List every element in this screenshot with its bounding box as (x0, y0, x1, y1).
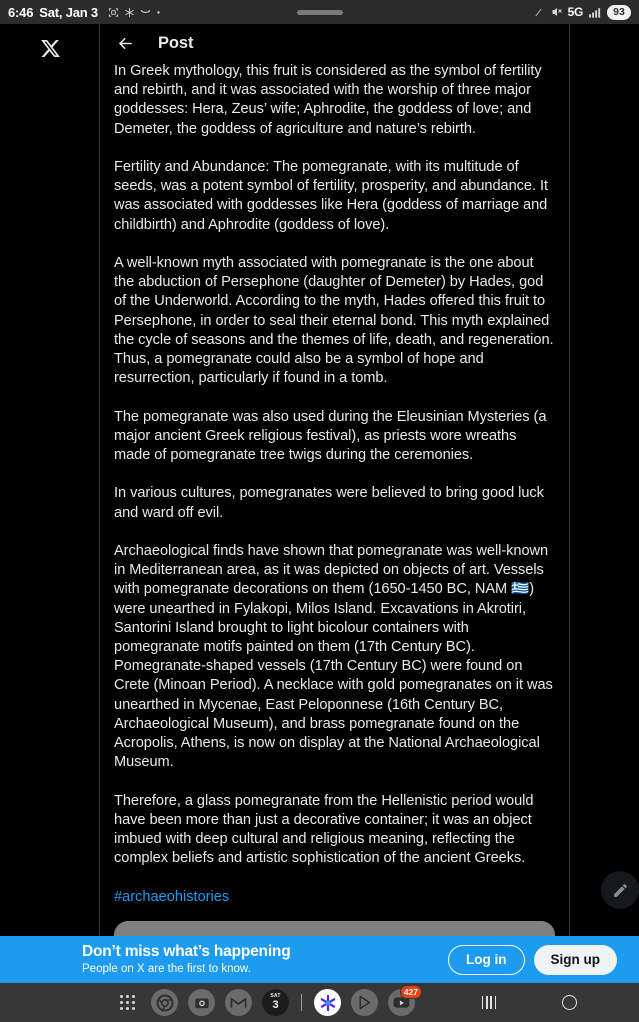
camera-glyph (193, 994, 211, 1012)
page-title: Post (158, 33, 194, 52)
calendar-weekday: SAT (270, 993, 281, 999)
compose-post-button[interactable] (601, 871, 639, 909)
status-bar (0, 0, 639, 24)
grid-dots-glyph (120, 995, 135, 1010)
gmail-m-glyph (230, 994, 247, 1011)
network-type-label: 5G (567, 5, 583, 19)
mute-icon (550, 6, 562, 18)
post-paragraph: Archaeological finds have shown that pomegranate was well-known in Mediterranean area, as it was depicted on objects of art. Vessels with pomegranate decorations on them (1650-1450 BC, NAM 🇬🇷) were unearthed in Fylakopi, Milos Island. Excavations in Akrotiri, Santorini Island brought to light bicolour containers with pomegranate motifs painted on them (17th Century BC). Pomegranate-shaped vessels (17th Century BC) were found on Crete (Minoan Period). A necklace with gold pomegranates on it was unearthed in Mycenae, East Peloponnese (16th Century BC, Archaeological Museum), and brass pomegranate found on the Acropolis, Athens, is now on display at the National Archaeological Museum. (114, 543, 553, 771)
app-drawer-icon[interactable] (114, 989, 141, 1016)
recents-button[interactable] (477, 991, 501, 1015)
crescent-icon (140, 8, 151, 16)
left-nav-rail (0, 24, 100, 1022)
signup-banner (0, 936, 639, 983)
post-text-body (100, 62, 569, 1021)
system-nav-keys (477, 991, 639, 1015)
calendar-icon[interactable] (262, 989, 289, 1016)
hashtag-link[interactable]: #archaeohistories (114, 888, 230, 905)
banner-text-group (82, 942, 448, 977)
x-logo-icon (40, 38, 61, 59)
back-arrow-icon (116, 34, 135, 53)
status-bar-left (8, 5, 161, 20)
banner-subtitle: People on X are the first to know. (82, 963, 251, 975)
camera-icon[interactable] (188, 989, 215, 1016)
android-navigation-bar (0, 983, 639, 1022)
dock-divider (301, 994, 302, 1011)
home-button[interactable] (557, 991, 581, 1015)
x-logo-button[interactable] (0, 30, 100, 66)
banner-actions (448, 945, 617, 975)
app-dock (114, 987, 418, 1016)
status-notification-icons (108, 7, 161, 18)
banner-title: Don’t miss what’s happening (82, 943, 291, 960)
status-bar-right (533, 5, 631, 20)
post-paragraph: Fertility and Abundance: The pomegranate, with its multitude of seeds, was a potent symbol of fertility, prosperity, and abundance. It was associated with goddesses like Hera (goddess of marriage and childbirth) and Aphrodite (goddess of love). (114, 159, 549, 233)
sparkle-app-icon[interactable] (314, 989, 341, 1016)
camera-punch-hole (297, 10, 343, 15)
screenshot-icon (108, 7, 119, 18)
calendar-day-number: 3 (272, 998, 279, 1011)
status-time: 6:46 (8, 4, 34, 20)
post-paragraph: A well-known myth associated with pomegranate is the one about the abduction of Persephone (daughter of Demeter) by Hades, god of the Underworld. According to the myth, Hades offered this fruit to Persephone, in order to seal their eternal bond. This myth explained the cycle of seasons and the themes of life, death, and regeneration. Thus, a pomegranate could also be a symbol of hope and resurrection, particularly if found in a tomb. (114, 255, 554, 387)
chrome-icon[interactable] (151, 989, 178, 1016)
gmail-icon[interactable] (225, 989, 252, 1016)
post-header-bar (100, 24, 569, 62)
play-triangle-glyph (356, 994, 373, 1011)
post-paragraph: Therefore, a glass pomegranate from the Hellenistic period would have been more than just a decorative container; it was an object imbued with deep cultural and religious meaning, reflecting the complex beliefs and artistic sophistication of the ancient Greeks. (114, 792, 534, 867)
chrome-glyph (156, 994, 174, 1012)
youtube-icon[interactable] (388, 987, 418, 1016)
sign-up-button[interactable]: Sign up (534, 945, 618, 975)
main-content-column (100, 24, 570, 1022)
play-store-icon[interactable] (351, 989, 378, 1016)
pencil-icon (612, 882, 629, 899)
post-paragraph: In various cultures, pomegranates were believed to bring good luck and ward off evil. (114, 485, 544, 521)
sparkle-glyph (319, 994, 337, 1012)
post-paragraph: The pomegranate was also used during the Eleusinian Mysteries (a major ancient Greek religious festival), as priests wore wreaths made of pomegranate tree twigs during the ceremonies. (114, 408, 547, 464)
snowflake-icon (124, 7, 135, 18)
slash-icon (533, 7, 544, 18)
battery-percentage: 93 (607, 5, 631, 20)
recents-icon (482, 996, 497, 1009)
signal-bars-icon (589, 7, 601, 18)
notification-badge: 427 (400, 985, 422, 999)
home-icon (562, 995, 577, 1010)
back-arrow-button[interactable] (114, 32, 136, 54)
log-in-button[interactable]: Log in (448, 945, 525, 975)
status-date: Sat, Jan 3 (39, 4, 98, 20)
dot-icon (156, 10, 161, 15)
post-paragraph: In Greek mythology, this fruit is considered as the symbol of fertility and rebirth, and it was associated with the worship of three major goddesses: Hera, Zeus’ wife; Aphrodite, the goddess of love; and Demeter, the goddess of agriculture and nature’s rebirth. (114, 63, 542, 137)
